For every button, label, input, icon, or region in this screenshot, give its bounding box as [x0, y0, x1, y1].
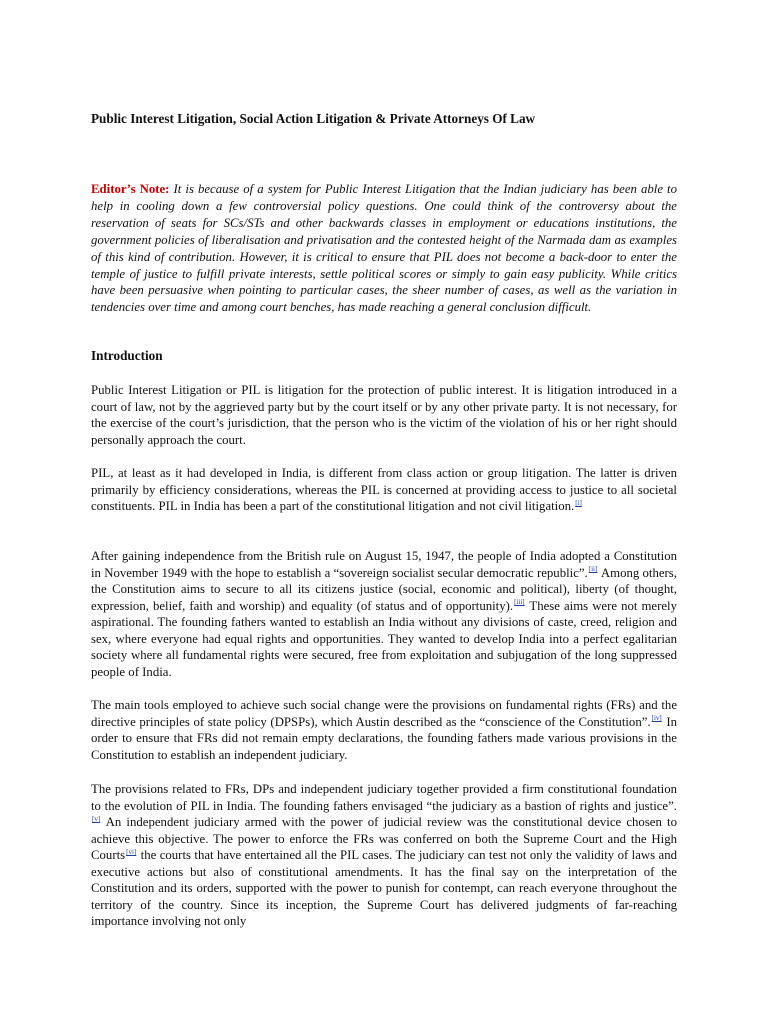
paragraph-text: The main tools employed to achieve such social change were the provisions on fundamental rights (FRs) and the directive principles of state policy (DPSPs), which Austin described as the “conscience of the Constitution”. — [91, 698, 677, 729]
paragraph-text: PIL, at least as it had developed in India, is different from class action or group litigation. The latter is driven primarily by efficiency considerations, whereas the PIL is concerned at providing access to justice to all societal constituents. PIL in India has been a part of the constitutional litigation and not civil litigation. — [91, 466, 677, 513]
paragraph-text: Public Interest Litigation or PIL is litigation for the protection of public interest. It is litigation introduced in a court of law, not by the aggrieved party but by the court itself or by any other private party. It is not necessary, for the exercise of the court’s jurisdiction, that the person who is the victim of the violation of his or her right should personally approach the court. — [91, 383, 677, 447]
document-title: Public Interest Litigation, Social Action Litigation & Private Attorneys Of Law — [91, 111, 536, 126]
footnote-link[interactable]: [i] — [575, 498, 582, 507]
paragraph-4 — [91, 697, 677, 763]
editors-note-text: It is because of a system for Public Interest Litigation that the Indian judiciary has been able to help in cooling down a few controversial policy questions. One could think of the controversy about the reservation of seats for SCs/STs and other backwards classes in employment or educations institutions, the government policies of liberalisation and privatisation and the contested height of the Narmada dam as examples of this kind of contribution. However, it is critical to ensure that PIL does not become a back-door to enter the temple of justice to fulfill private interests, settle political scores or simply to gain easy publicity. While critics have been persuasive when pointing to particular cases, the sheer number of cases, as well as the variation in tendencies over time and among court benches, has made reaching a general conclusion difficult. — [91, 182, 678, 315]
paragraph-3 — [91, 548, 677, 680]
paragraph-text: The provisions related to FRs, DPs and independent judiciary together provided a firm constitutional foundation to the evolution of PIL in India. The founding fathers envisaged “the judiciary as a bastion of rights and justice”. — [91, 782, 677, 813]
paragraph-2 — [91, 465, 677, 515]
paragraph-text: An independent judiciary armed with the power of judicial review was the constitutional device chosen to achieve this objective. The power to enforce the FRs was conferred on both the Supreme Court and the High Courts — [91, 815, 677, 862]
paragraph-5 — [91, 781, 677, 930]
paragraph-text: After gaining independence from the British rule on August 15, 1947, the people of India adopted a Constitution in November 1949 with the hope to establish a “sovereign socialist secular democratic republic”. — [91, 549, 677, 580]
paragraph-1 — [91, 382, 677, 448]
editors-note — [91, 181, 677, 316]
footnote-link[interactable]: [iii] — [514, 598, 525, 607]
footnote-link[interactable]: [ii] — [588, 565, 598, 574]
paragraph-text: These aims were not merely aspirational. The founding fathers wanted to establish an India without any divisions of caste, creed, religion and sex, where everyone had equal rights and opportunities. They wanted to develop India into a perfect egalitarian society where all fundamental rights were secured, free from exploitation and subjugation of the long suppressed people of India. — [91, 598, 677, 679]
section-heading-introduction: Introduction — [91, 348, 163, 363]
footnote-link[interactable]: [iv] — [651, 714, 662, 723]
footnote-link[interactable]: [vi] — [126, 847, 137, 856]
paragraph-text: Among others, the Constitution aims to secure to all its citizens justice (social, economic and political), liberty (of thought, expression, belief, faith and worship) and equality (of status and of opportunity). — [91, 565, 677, 613]
editors-note-label: Editor’s Note: — [91, 182, 170, 196]
paragraph-text: the courts that have entertained all the PIL cases. The judiciary can test not only the validity of laws and executive actions but also of constitutional amendments. It has the final say on the interpretation of the Constitution and its orders, supported with the power to punish for contempt, can reach everyone throughout the territory of the country. Since its inception, the Supreme Court has delivered judgments of far-reaching importance involving not only — [91, 848, 677, 928]
footnote-link[interactable]: [v] — [92, 814, 101, 823]
paragraph-text: In order to ensure that FRs did not remain empty declarations, the founding fathers made various provisions in the Constitution to establish an independent judiciary. — [91, 714, 677, 762]
